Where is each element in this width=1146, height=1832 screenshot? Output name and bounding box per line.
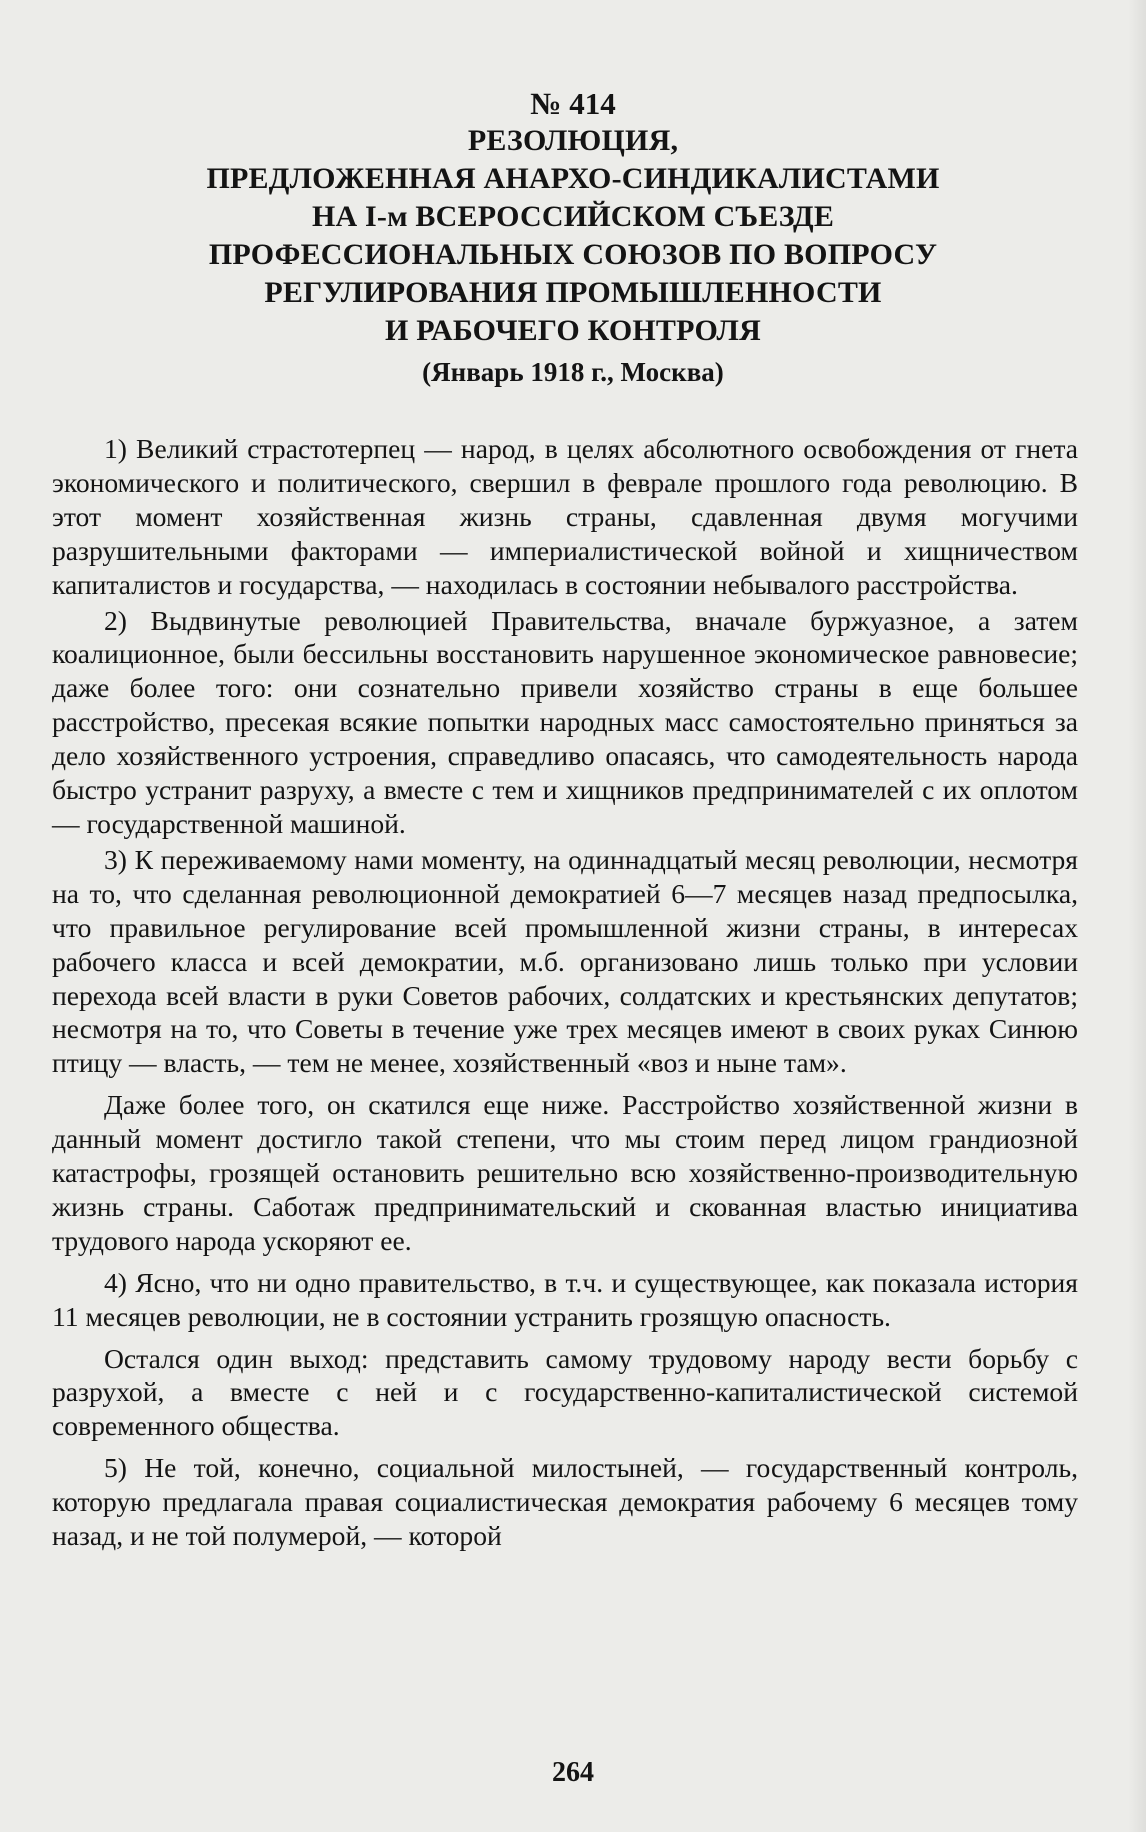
title-line: ПРЕДЛОЖЕННАЯ АНАРХО-СИНДИКАЛИСТАМИ [206,162,940,195]
page-edge-shadow [1128,0,1146,1832]
document-body [52,432,1078,1555]
paragraph: 2) Выдвинутые революцией Правительства, вначале буржуазное, а затем коалиционное, были бессильны восстановить нарушенное экономическое равновесие; даже более того: они сознательно привели хозяйство страны в еще большее расстройство, пресекая всякие попытки народных масс самостоятельно приняться за дело хозяйственного устроения, справедливо опасаясь, что самодеятельность народа быстро устранит разруху, а вместе с тем и хищников предпринимателей с их оплотом — государственной машиной. [52,604,1078,839]
title-line: И РАБОЧЕГО КОНТРОЛЯ [385,314,761,347]
paragraph: Даже более того, он скатился еще ниже. Расстройство хозяйственной жизни в данный момент достигло такой степени, что мы стоим перед лицом грандиозной катастрофы, грозящей остановить решительно всю хозяйственно-производительную жизнь страны. Саботаж предпринимательский и скованная властью инициатива трудового народа ускоряют ее. [52,1089,1078,1256]
paragraph: 3) К переживаемому нами моменту, на одиннадцатый месяц революции, несмотря на то, что сделанная революционной демократией 6—7 месяцев назад предпосылка, что правильное регулирование всей промышленной жизни страны, в интересах рабочего класса и всей демократии, м.б. организовано лишь только при условии перехода всей власти в руки Советов рабочих, солдатских и крестьянских депутатов; несмотря на то, что Советы в течение уже трех месяцев имеют в своих руках Синюю птицу — власть, — тем не менее, хозяйственный «воз и ныне там». [52,843,1078,1079]
document-number: № 414 [530,86,616,121]
title-line: ПРОФЕССИОНАЛЬНЫХ СОЮЗОВ ПО ВОПРОСУ [208,238,938,271]
paragraph: 1) Великий страстотерпец — народ, в целях абсолютного освобождения от гнета экономического и политического, свершил в феврале прошлого года революцию. В этот момент хозяйственная жизнь страны, сдавленная двумя могучими разрушительными факторами — империалистической войной и хищничеством капиталистов и государства, — находилась в состоянии небывалого расстройства. [52,433,1078,600]
title-line: РЕГУЛИРОВАНИЯ ПРОМЫШЛЕННОСТИ [264,276,882,309]
paragraph: Остался один выход: представить самому трудовому народу вести борьбу с разрухой, а вместе с ней и с государственно-капиталистической системой современного общества. [52,1342,1078,1442]
title-line: РЕЗОЛЮЦИЯ, [467,124,679,157]
page-number: 264 [552,1757,594,1788]
document-title [40,122,1106,350]
paragraph: 4) Ясно, что ни одно правительство, в т.ч. и существующее, как показала история 11 месяцев революции, не в состоянии устранить грозящую опасность. [52,1266,1078,1332]
document-date-place: (Январь 1918 г., Москва) [422,357,724,387]
title-line: НА I-м ВСЕРОССИЙСКОМ СЪЕЗДЕ [311,200,835,233]
document-header [40,86,1106,390]
paragraph: 5) Не той, конечно, социальной милостыней, — государственный контроль, которую предлагала правая социалистическая демократия рабочему 6 месяцев тому назад, и не той полумерой, — которой [52,1452,1078,1552]
